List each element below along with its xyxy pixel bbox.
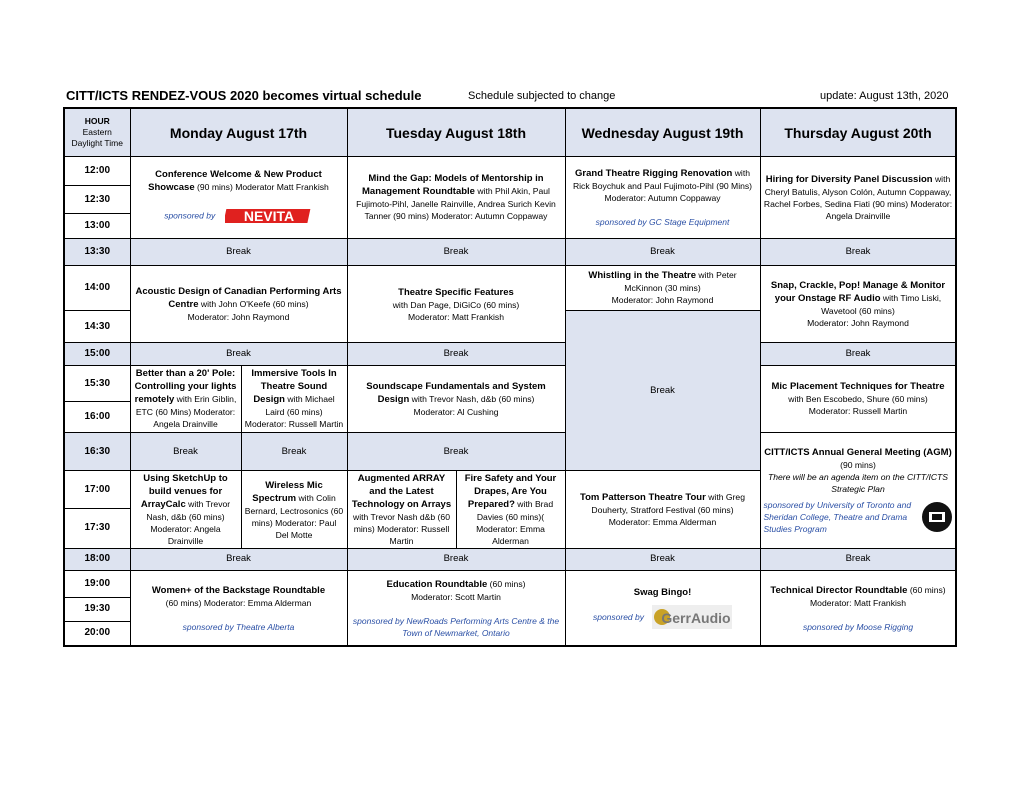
session-wed-rigging: Grand Theatre Rigging Renovation with Rick Boychuk and Paul Fujimoto-Pihl (90 Mins) Moderator: Autumn Coppaway sponsored by GC Stage Equipment [565,157,760,238]
break-cell: Break [130,432,241,471]
session-mon-women: Women+ of the Backstage Roundtable (60 mins) Moderator: Emma Alderman sponsored by Theatre Alberta [130,571,347,646]
session-wed-whistle: Whistling in the Theatre with Peter McKinnon (30 mins) Moderator: John Raymond [565,266,760,311]
hour-cell: 14:30 [64,310,130,343]
break-cell: Break [241,432,347,471]
hour-cell: 17:00 [64,471,130,509]
hour-cell: 19:30 [64,597,130,621]
session-thu-mic: Mic Placement Techniques for Theatre with Ben Escobedo, Shure (60 mins) Moderator: Russell Martin [760,365,956,432]
day-header-monday: Monday August 17th [130,108,347,157]
session-mon-immersive: Immersive Tools In Theatre Sound Design with Michael Laird (60 mins) Moderator: Russell Martin [241,365,347,432]
session-tue-array: Augmented ARRAY and the Latest Technology on Arrays with Trevor Nash d&b (60 mins) Moderator: Russell Martin [347,471,456,548]
session-mon-acoustic: Acoustic Design of Canadian Performing Arts Centre with John O'Keefe (60 mins) Moderator: John Raymond [130,266,347,343]
hour-cell: 20:00 [64,621,130,646]
session-thu-snap: Snap, Crackle, Pop! Manage & Monitor your Onstage RF Audio with Timo Liski, Wavetool (60 mins) Moderator: John Raymond [760,266,956,343]
nevita-logo-icon [225,206,313,226]
hour-cell: 16:30 [64,432,130,471]
break-cell: Break [130,343,347,365]
svg-text:GerrAudio: GerrAudio [661,609,731,626]
session-wed-swag: Swag Bingo! sponsored by GerrAudio [565,571,760,646]
break-cell: Break [347,238,565,265]
hour-cell: 15:00 [64,343,130,365]
svg-text:NEVITA: NEVITA [243,208,294,225]
day-header-wednesday: Wednesday August 19th [565,108,760,157]
break-cell: Break [347,343,565,365]
break-cell: Break [347,548,565,570]
day-header-tuesday: Tuesday August 18th [347,108,565,157]
hour-cell: 13:00 [64,214,130,238]
break-cell: Break [347,432,565,471]
hour-cell: 16:00 [64,402,130,433]
session-mon-wireless: Wireless Mic Spectrum with Colin Bernard, Lectrosonics (60 mins) Moderator: Paul Del Motte [241,471,347,548]
session-mon-welcome: Conference Welcome & New Product Showcase (90 mins) Moderator Matt Frankish sponsored by NEVITA [130,157,347,238]
hour-cell: 12:00 [64,157,130,185]
break-cell: Break [760,343,956,365]
session-thu-tom: Tom Patterson Theatre Tour with Greg Douherty, Stratford Festival (60 mins) Moderator: Emma Alderman [565,471,760,548]
break-cell: Break [760,548,956,570]
session-tue-education: Education Roundtable (60 mins) Moderator: Scott Martin sponsored by NewRoads Performing Arts Centre & the Town of Newmarket, Ontario [347,571,565,646]
day-header-thursday: Thursday August 20th [760,108,956,157]
hour-cell: 12:30 [64,185,130,213]
hour-cell: 19:00 [64,571,130,597]
schedule-note: Schedule subjected to change [468,90,616,102]
gerraudio-logo-icon [652,603,732,631]
header-row [64,108,956,157]
hour-column-header: HOUR Eastern Daylight Time [64,108,130,157]
schedule-table [63,107,957,647]
break-cell: Break [130,238,347,265]
hour-cell: 18:00 [64,548,130,570]
break-cell-wednesday-long: Break [565,310,760,471]
hour-cell: 15:30 [64,365,130,402]
hour-cell: 17:30 [64,509,130,549]
session-mon-pole: Better than a 20' Pole: Controlling your lights remotely with Erin Giblin, ETC (60 Mins) Moderator: Angela Drainville [130,365,241,432]
break-cell: Break [130,548,347,570]
hour-cell: 13:30 [64,238,130,265]
break-cell: Break [565,548,760,570]
break-cell: Break [565,238,760,265]
university-seal-icon [921,501,953,533]
session-tue-features: Theatre Specific Features with Dan Page, DiGiCo (60 mins) Moderator: Matt Frankish [347,266,565,343]
break-cell: Break [760,238,956,265]
session-mon-sketchup: Using SketchUp to build venues for ArrayCalc with Trevor Nash, d&b (60 mins) Moderator: Angela Drainville [130,471,241,548]
session-wed-agm: CITT/ICTS Annual General Meeting (AGM) (90 mins) There will be an agenda item on the CITT/ICTS Strategic Plan sponsored by University of Toronto and Sheridan College, Theatre and Drama Studies Program [760,432,956,548]
update-date: update: August 13th, 2020 [820,90,949,102]
session-thu-diversity: Hiring for Diversity Panel Discussion with Cheryl Batulis, Alyson Colón, Autumn Coppaway, Rachel Forbes, Sedina Fiati (90 mins) Moderator: Angela Drainville [760,157,956,238]
session-thu-td: Technical Director Roundtable (60 mins) Moderator: Matt Frankish sponsored by Moose Rigging [760,571,956,646]
session-tue-mentorship: Mind the Gap: Models of Mentorship in Management Roundtable with Phil Akin, Paul Fujimoto-Pihl, Janelle Rainville, Andrea Surich Kevin Tanner (90 mins) Moderator: Autumn Coppaway [347,157,565,238]
hour-cell: 14:00 [64,266,130,311]
session-tue-fire: Fire Safety and Your Drapes, Are You Prepared? with Brad Davies (60 mins)( Moderator: Emma Alderman [456,471,565,548]
session-tue-soundscape: Soundscape Fundamentals and System Design with Trevor Nash, d&b (60 mins) Moderator: Al Cushing [347,365,565,432]
page-title: CITT/ICTS RENDEZ-VOUS 2020 becomes virtual schedule [66,88,422,103]
